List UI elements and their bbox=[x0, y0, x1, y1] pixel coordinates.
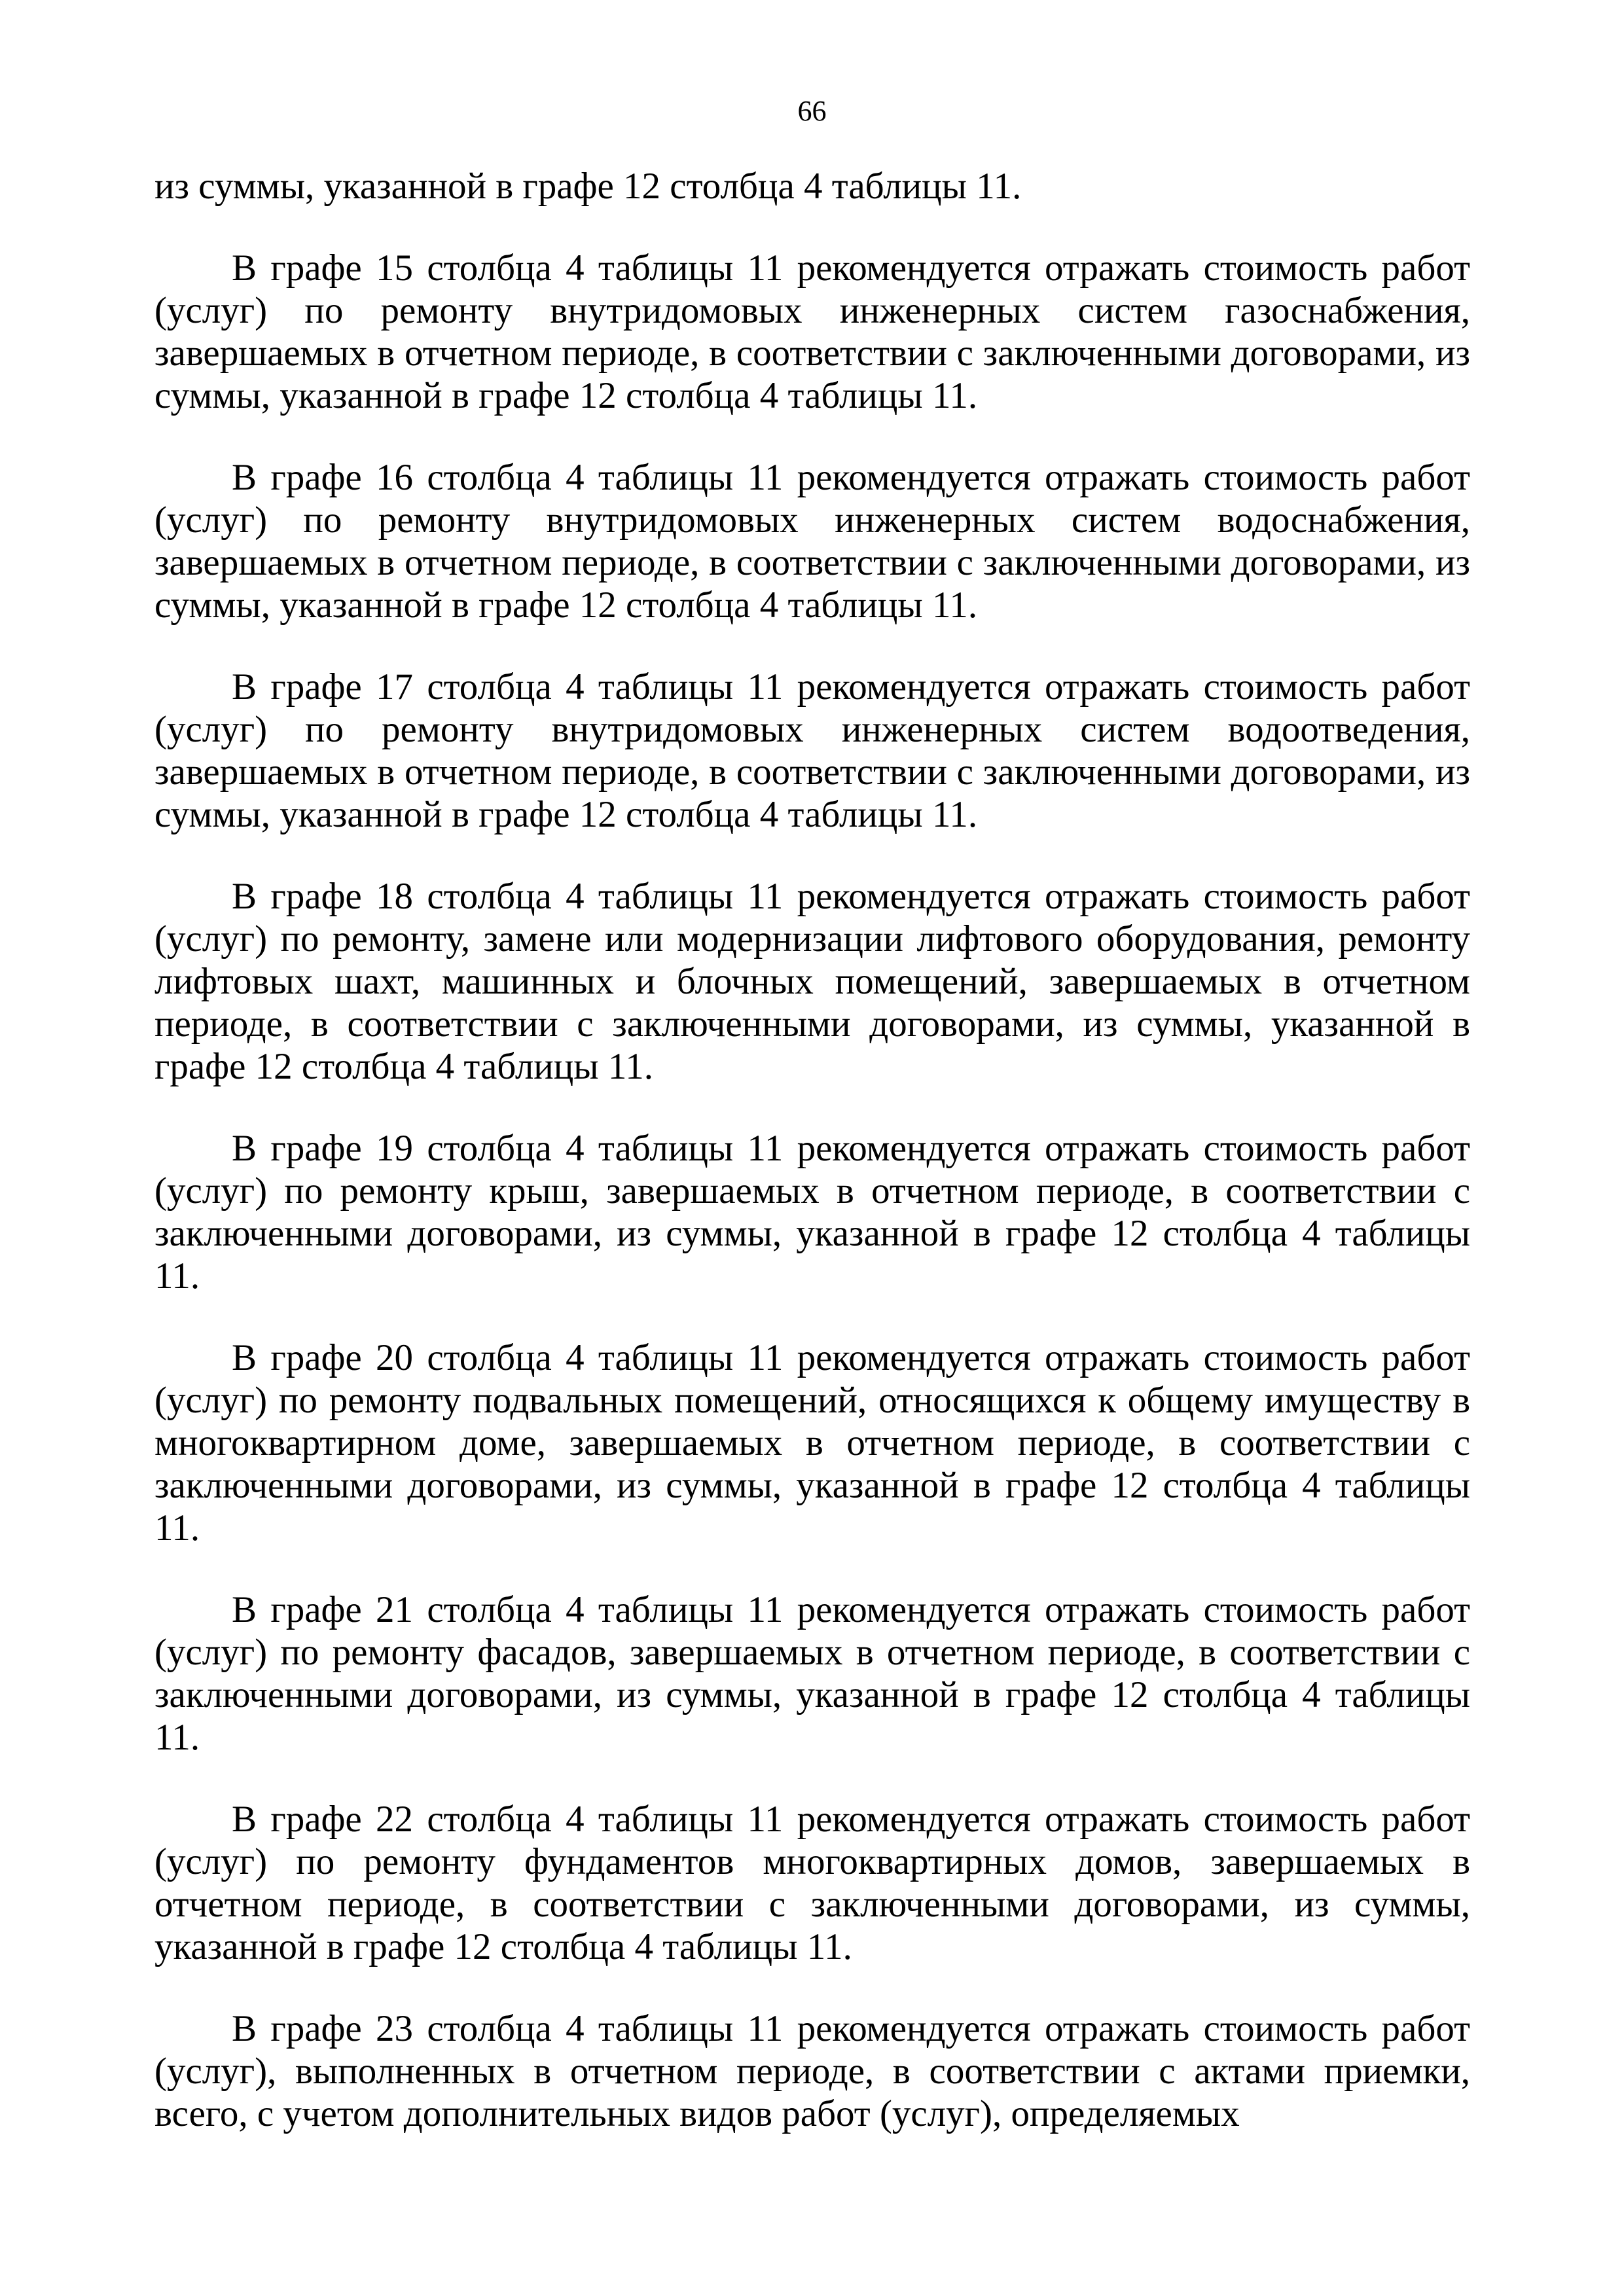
document-body bbox=[154, 165, 1470, 2135]
paragraph-column-19: В графе 19 столбца 4 таблицы 11 рекомендуется отражать стоимость работ (услуг) по ремонту крыш, завершаемых в отчетном периоде, в соответствии с заключенными договорами, из суммы, указанной в графе 12 столбца 4 таблицы 11. bbox=[154, 1128, 1470, 1297]
page-number: 66 bbox=[797, 95, 827, 127]
paragraph-column-21: В графе 21 столбца 4 таблицы 11 рекомендуется отражать стоимость работ (услуг) по ремонту фасадов, завершаемых в отчетном периоде, в соответствии с заключенными договорами, из суммы, указанной в графе 12 столбца 4 таблицы 11. bbox=[154, 1589, 1470, 1758]
paragraph-column-17: В графе 17 столбца 4 таблицы 11 рекомендуется отражать стоимость работ (услуг) по ремонту внутридомовых инженерных систем водоотведения, завершаемых в отчетном периоде, в соответствии с заключенными договорами, из суммы, указанной в графе 12 столбца 4 таблицы 11. bbox=[154, 666, 1470, 835]
paragraph-column-18: В графе 18 столбца 4 таблицы 11 рекомендуется отражать стоимость работ (услуг) по ремонту, замене или модернизации лифтового оборудования, ремонту лифтовых шахт, машинных и блочных помещений, завершаемых в отчетном периоде, в соответствии с заключенными договорами, из суммы, указанной в графе 12 столбца 4 таблицы 11. bbox=[154, 876, 1470, 1087]
paragraph-column-23: В графе 23 столбца 4 таблицы 11 рекомендуется отражать стоимость работ (услуг), выполненных в отчетном периоде, в соответствии с актами приемки, всего, с учетом дополнительных видов работ (услуг), определяемых bbox=[154, 2008, 1470, 2134]
paragraph-column-22: В графе 22 столбца 4 таблицы 11 рекомендуется отражать стоимость работ (услуг) по ремонту фундаментов многоквартирных домов, завершаемых в отчетном периоде, в соответствии с заключенными договорами, из суммы, указанной в графе 12 столбца 4 таблицы 11. bbox=[154, 1799, 1470, 1967]
paragraph-continuation: из суммы, указанной в графе 12 столбца 4 таблицы 11. bbox=[154, 166, 1022, 207]
paragraph-column-20: В графе 20 столбца 4 таблицы 11 рекомендуется отражать стоимость работ (услуг) по ремонту подвальных помещений, относящихся к общему имуществу в многоквартирном доме, завершаемых в отчетном периоде, в соответствии с заключенными договорами, из суммы, указанной в графе 12 столбца 4 таблицы 11. bbox=[154, 1337, 1470, 1549]
paragraph-column-15: В графе 15 столбца 4 таблицы 11 рекомендуется отражать стоимость работ (услуг) по ремонту внутридомовых инженерных систем газоснабжения, завершаемых в отчетном периоде, в соответствии с заключенными договорами, из суммы, указанной в графе 12 столбца 4 таблицы 11. bbox=[154, 247, 1470, 416]
paragraph-column-16: В графе 16 столбца 4 таблицы 11 рекомендуется отражать стоимость работ (услуг) по ремонту внутридомовых инженерных систем водоснабжения, завершаемых в отчетном периоде, в соответствии с заключенными договорами, из суммы, указанной в графе 12 столбца 4 таблицы 11. bbox=[154, 457, 1470, 626]
